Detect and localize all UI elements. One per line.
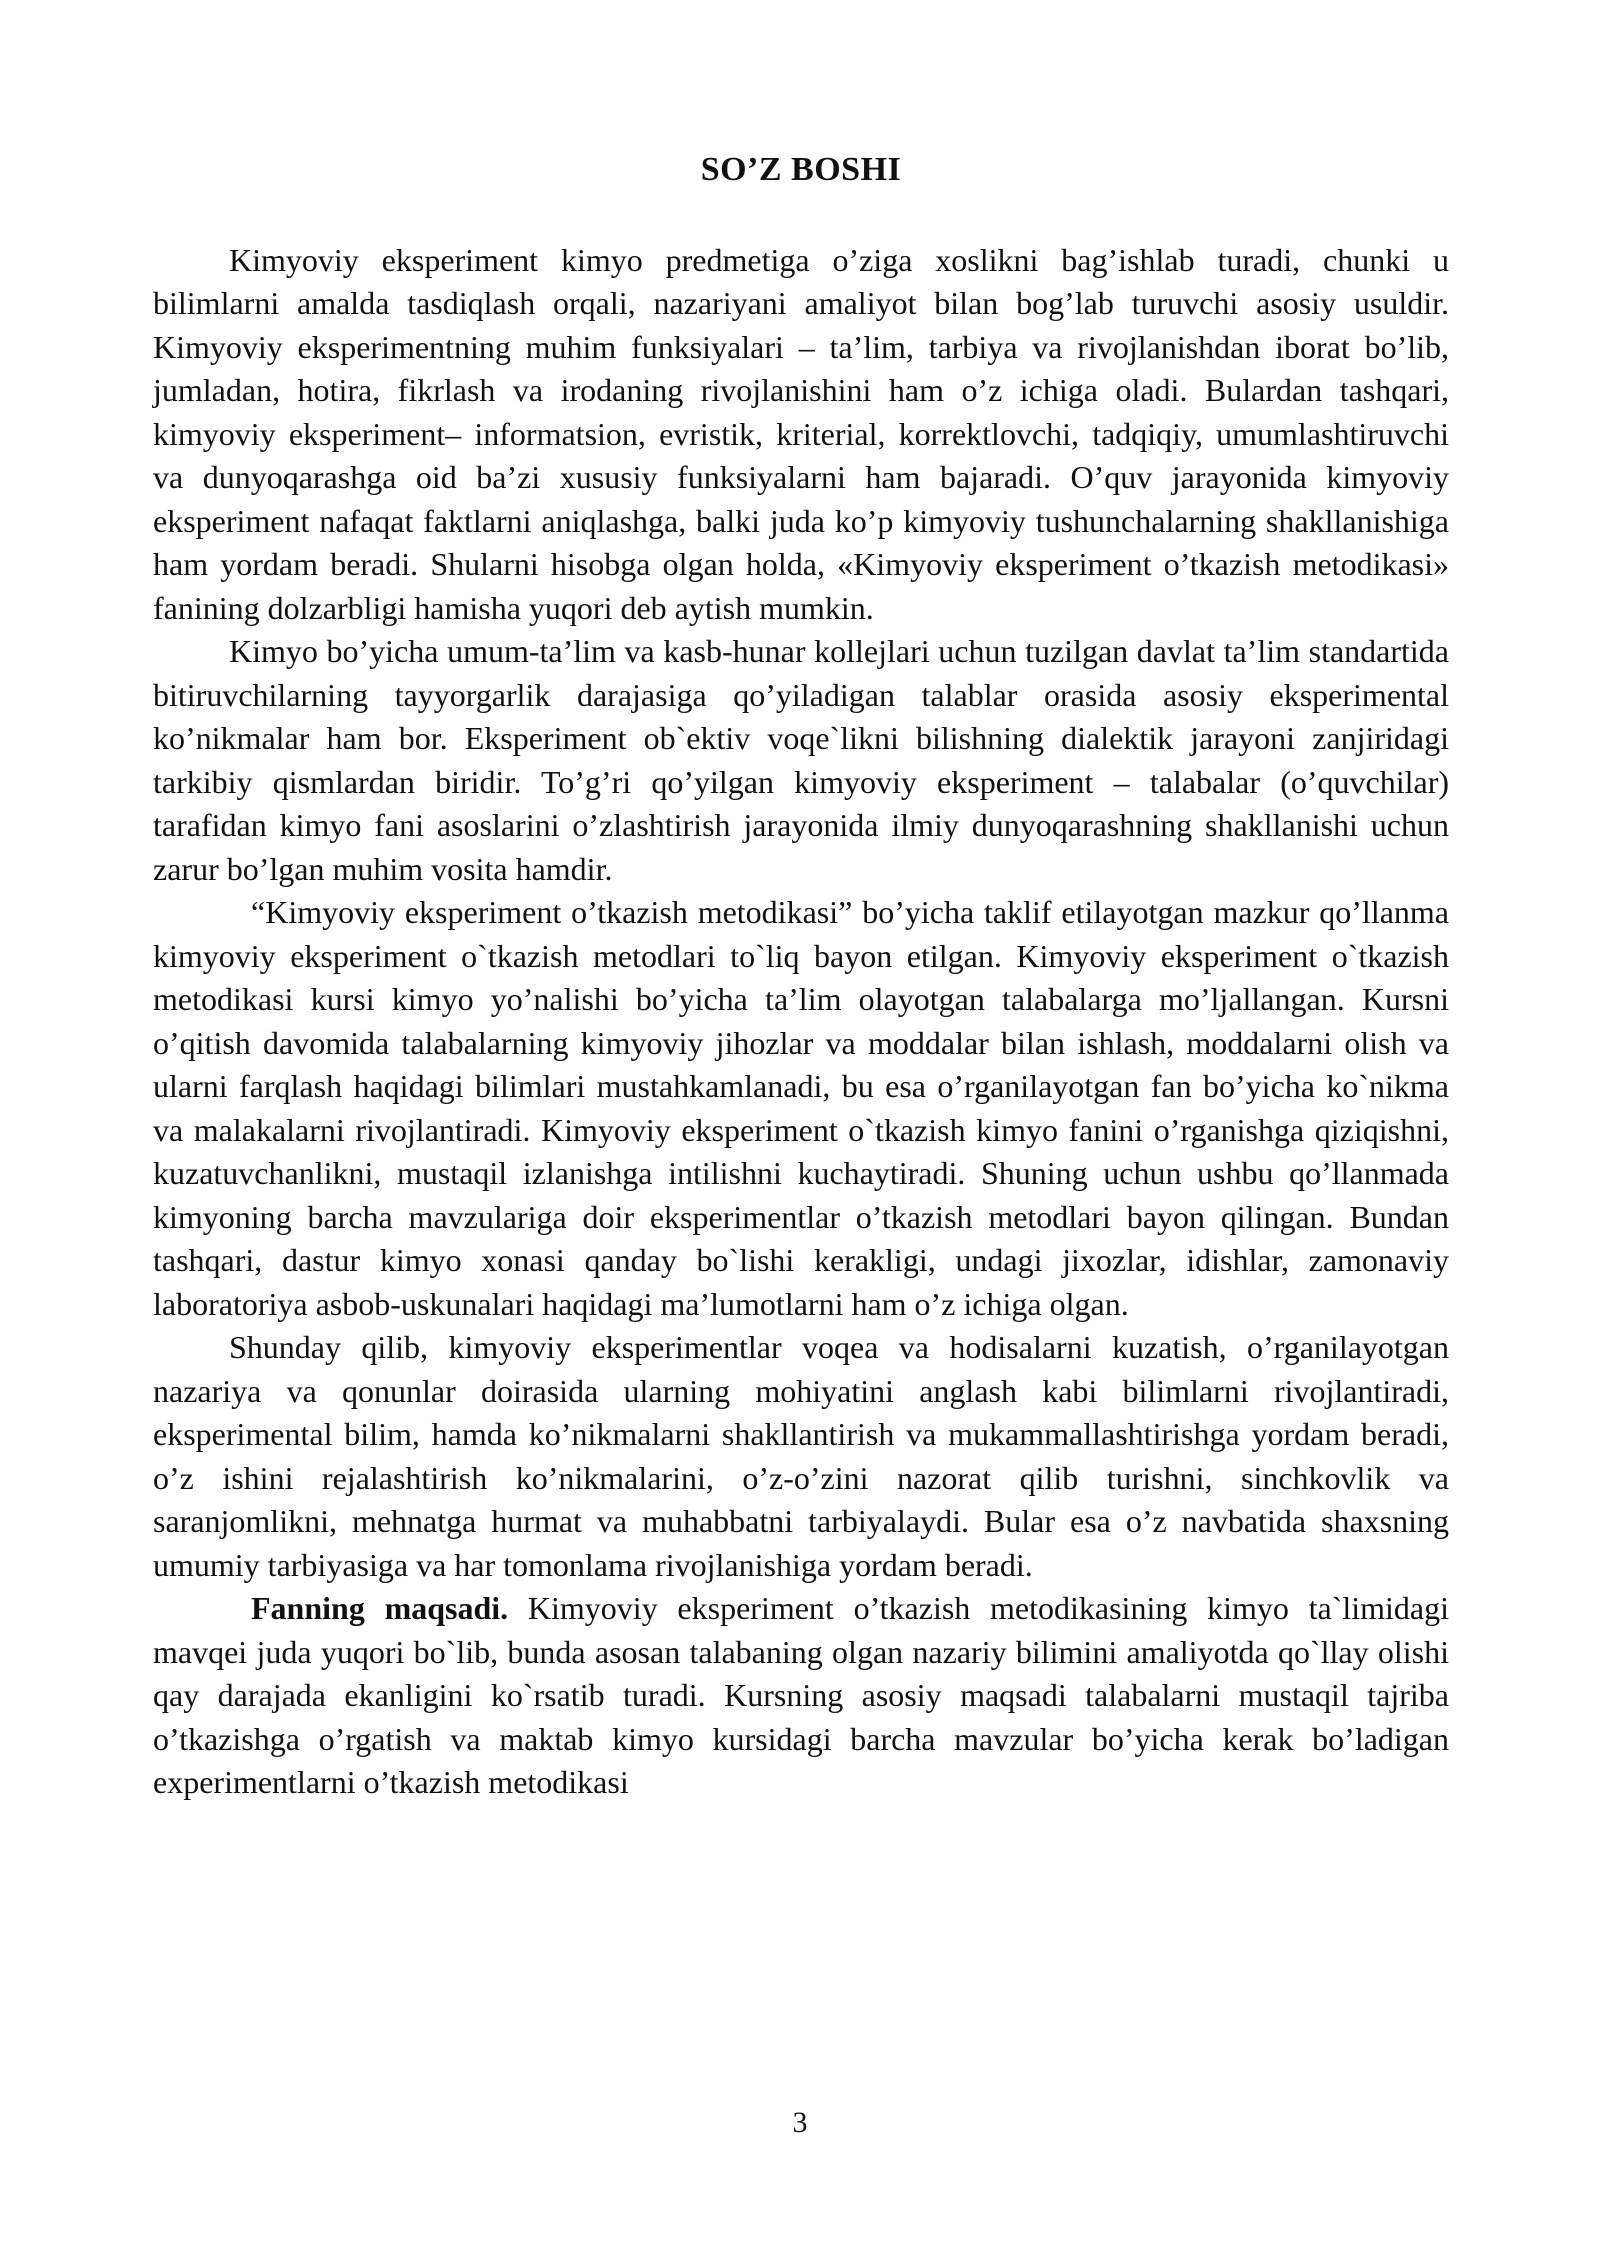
course-goal-heading: Fanning maqsadi. — [251, 1590, 509, 1627]
paragraph-summary: Shunday qilib, kimyoviy eksperimentlar voqea va hodisalarni kuzatish, o’rganilayotgan nazariya va qonunlar doirasida ularning mohiyatini anglash kabi bilimlarni rivojlantiradi, eksperimental bilim, hamda ko’nikmalarni shakllantirish va mukammallashtirishga yordam beradi, o’z ishini rejalashtirish ko’nikmalarini, o’z-o’zini nazorat qilib turishni, sinchkovlik va saranjomlikni, mehnatga hurmat va muhabbatni tarbiyalaydi. Bular esa o’z navbatida shaxsning umumiy tarbiyasiga va har tomonlama rivojlanishiga yordam beradi. — [153, 1329, 1449, 1583]
course-goal-text: Kimyoviy eksperiment o’tkazish metodikasining kimyo ta`limidagi mavqei juda yuqori bo`lib, bunda asosan talabaning olgan nazariy bilimini amaliyotda qo`llay olishi qay darajada ekanligini ko`rsatib turadi. Kursning asosiy maqsadi talabalarni mustaqil tajriba o’tkazishga o’rgatish va maktab kimyo kursidagi barcha mavzular bo’yicha kerak bo’ladigan experimentlarni o’tkazish metodikasi — [153, 1590, 1450, 1801]
paragraph-intro: Kimyoviy eksperiment kimyo predmetiga o’ziga xoslikni bag’ishlab turadi, chunki u bilimlarni amalda tasdiqlash orqali, nazariyani amaliyot bilan bog’lab turuvchi asosiy usuldir. Kimyoviy eksperimentning muhim funksiyalari – ta’lim, tarbiya va rivojlanishdan iborat bo’lib, jumladan, hotira, fikrlash va irodaning rivojlanishini ham o’z ichiga oladi. Bulardan tashqari, kimyoviy eksperiment– informatsion, evristik, kriterial, korrektlovchi, tadqiqiy, umumlashtiruvchi va dunyoqarashga oid ba’zi xususiy funksiyalarni ham bajaradi. O’quv jarayonida kimyoviy eksperiment nafaqat faktlarni aniqlashga, balki juda ko’p kimyoviy tushunchalarning shakllanishiga ham yordam beradi. Shularni hisobga olgan holda, «Kimyoviy eksperiment o’tkazish metodikasi» fanining dolzarbligi hamisha yuqori deb aytish mumkin. — [153, 241, 1449, 626]
page-title: SO’Z BOSHI — [700, 151, 902, 188]
page-content — [153, 150, 1449, 1805]
paragraph-course-goal — [153, 1587, 1449, 1805]
page-number: 3 — [792, 2106, 808, 2139]
paragraph-standards: Kimyo bo’yicha umum-ta’lim va kasb-hunar kollejlari uchun tuzilgan davlat ta’lim standartida bitiruvchilarning tayyorgarlik darajasiga qo’yiladigan talablar orasida asosiy eksperimental ko’nikmalar ham bor. Eksperiment ob`ektiv voqe`likni bilishning dialektik jarayoni zanjiridagi tarkibiy qismlardan biridir. To’g’ri qo’yilgan kimyoviy eksperiment – talabalar (o’quvchilar) tarafidan kimyo fani asoslarini o’zlashtirish jarayonida ilmiy dunyoqarashning shakllanishi uchun zarur bo’lgan muhim vosita hamdir. — [153, 633, 1449, 887]
paragraph-manual: “Kimyoviy eksperiment o’tkazish metodikasi” bo’yicha taklif etilayotgan mazkur qo’llanma kimyoviy eksperiment o`tkazish metodlari to`liq bayon etilgan. Kimyoviy eksperiment o`tkazish metodikasi kursi kimyo yo’nalishi bo’yicha ta’lim olayotgan talabalarga mo’ljallangan. Kursni o’qitish davomida talabalarning kimyoviy jihozlar va moddalar bilan ishlash, moddalarni olish va ularni farqlash haqidagi bilimlari mustahkamlanadi, bu esa o’rganilayotgan fan bo’yicha ko`nikma va malakalarni rivojlantiradi. Kimyoviy eksperiment o`tkazish kimyo fanini o’rganishga qiziqishni, kuzatuvchanlikni, mustaqil izlanishga intilishni kuchaytiradi. Shuning uchun ushbu qo’llanmada kimyoning barcha mavzulariga doir eksperimentlar o’tkazish metodlari bayon qilingan. Bundan tashqari, dastur kimyo xonasi qanday bo`lishi kerakligi, undagi jixozlar, idishlar, zamonaviy laboratoriya asbob-uskunalari haqidagi ma’lumotlarni ham o’z ichiga olgan. — [153, 894, 1449, 1322]
